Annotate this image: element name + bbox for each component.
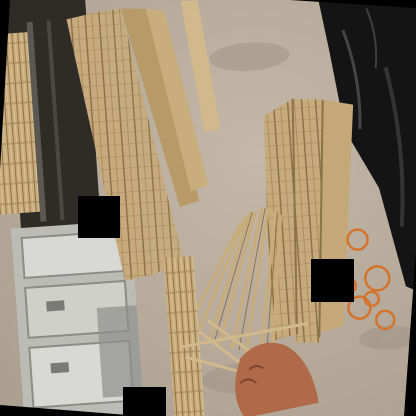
drawer-handle	[46, 300, 65, 311]
mask-square	[311, 259, 354, 302]
mask-square	[78, 196, 120, 238]
mask-square	[123, 387, 166, 416]
drawer-handle	[50, 362, 69, 373]
